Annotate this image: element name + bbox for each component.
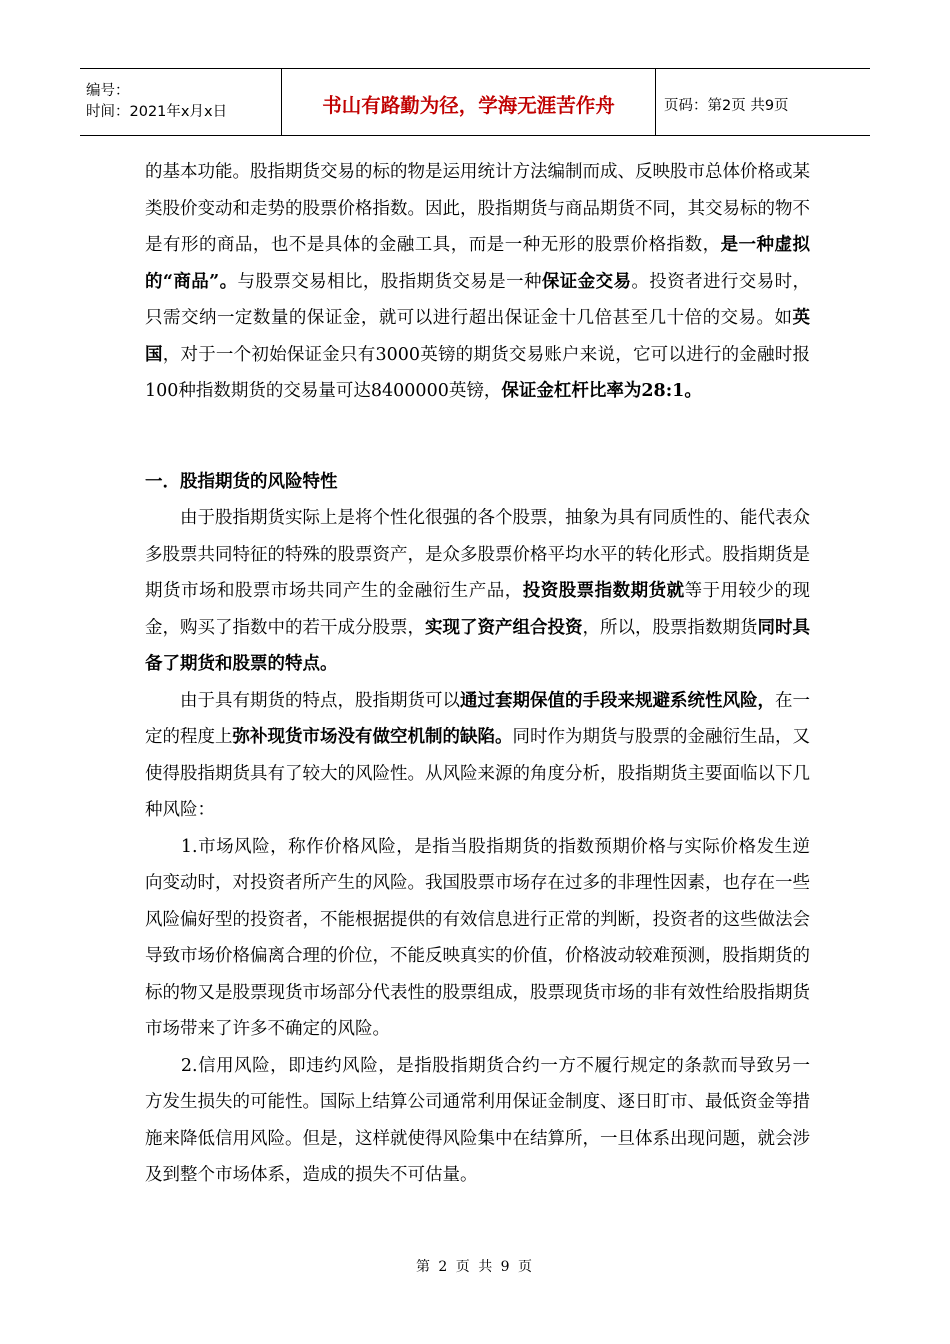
header-page-info: 页码：第2页 共9页 xyxy=(664,97,789,114)
paragraph-credit-risk: 2.信用风险，即违约风险，是指股指期货合约一方不履行规定的条款而导致另一方发生损失的可能性。国际上结算公司通常利用保证金制度、逐日盯市、最低资金等措施来降低信用风险。但是，这样就使得风险集中在结算所，一旦体系出现问题，就会涉及到整个市场体系，造成的损失不可估量。 xyxy=(145,1055,810,1185)
document-body xyxy=(145,154,810,1194)
section-heading: 一．股指期货的风险特性 xyxy=(145,471,338,492)
paragraph-characteristics: 由于股指期货实际上是将个性化很强的各个股票，抽象为具有同质性的、能代表众多股票共同特征的特殊的股票资产，是众多股票价格平均水平的转化形式。股指期货是期货市场和股票市场共同产生的金融衍生产品，投资股票指数期货就等于用较少的现金，购买了指数中的若干成分股票，实现了资产组合投资，所以，股票指数期货同时具备了期货和股票的特点。 xyxy=(145,508,811,674)
page-footer: 第 2 页 共 9 页 xyxy=(415,1259,535,1275)
paragraph-intro-continued: 的基本功能。股指期货交易的标的物是运用统计方法编制而成、反映股市总体价格或某类股价变动和走势的股票价格指数。因此，股指期货与商品期货不同，其交易标的物不是有形的商品，也不是具体的金融工具，而是一种无形的股票价格指数，是一种虚拟的“商品”。与股票交易相比，股指期货交易是一种保证金交易。投资者进行交易时，只需交纳一定数量的保证金，就可以进行超出保证金十几倍甚至几十倍的交易。如英国，对于一个初始保证金只有3000英镑的期货交易账户来说，它可以进行的金融时报100种指数期货的交易量可达8400000英镑，保证金杠杆比率为28:1。 xyxy=(145,162,811,401)
page-header xyxy=(80,68,870,136)
paragraph-risk-sources: 由于具有期货的特点，股指期货可以通过套期保值的手段来规避系统性风险，在一定的程度上弥补现货市场没有做空机制的缺陷。同时作为期货与股票的金融衍生品，又使得股指期货具有了较大的风险性。从风险来源的角度分析，股指期货主要面临以下几种风险： xyxy=(145,690,810,820)
document-time-label: 时间：2021年x月x日 xyxy=(86,104,228,120)
paragraph-market-risk: 1.市场风险，称作价格风险，是指当股指期货的指数预期价格与实际价格发生逆向变动时，对投资者所产生的风险。我国股票市场存在过多的非理性因素，也存在一些风险偏好型的投资者，不能根据提供的有效信息进行正常的判断，投资者的这些做法会导致市场价格偏离合理的价位，不能反映真实的价值，价格波动较难预测，股指期货的标的物又是股票现货市场部分代表性的股票组成，股票现货市场的非有效性给股指期货市场带来了许多不确定的风险。 xyxy=(145,836,810,1039)
document-number-label: 编号： xyxy=(86,83,130,99)
header-meta xyxy=(80,69,282,135)
header-motto: 书山有路勤为径，学海无涯苦作舟 xyxy=(282,69,656,135)
